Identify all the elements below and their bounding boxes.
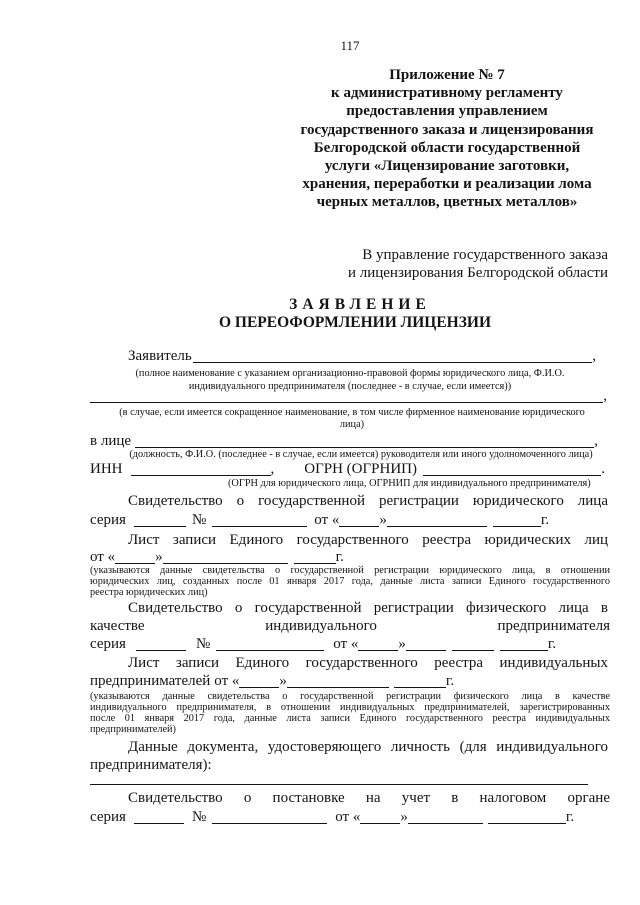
document-subtitle: О ПЕРЕОФОРМЛЕНИИ ЛИЦЕНЗИИ [218,314,492,331]
series-field [136,639,186,651]
day-field [339,515,379,527]
series-label: серия [90,512,126,528]
year-field [500,639,548,651]
short-name-field [90,391,603,403]
ogrn-hint: (ОГРН для юридического лица, ОГРНИП для индивидуального предпринимателя) [228,478,591,489]
hint-line: (в случае, если имеется сокращенное наименование, в том числе фирменное наименование юридического [119,407,585,418]
comma: , [270,461,275,477]
hint-line: после 01 января 2017 года, данные листа записи Единого государственного реестра индивидуальных [90,713,610,724]
applicant-name-field [193,351,593,363]
ogrn-label: ОГРН (ОГРНИП) [304,461,418,477]
day-field [115,552,155,564]
number-field [216,639,324,651]
hint-line: индивидуального предпринимателя, в отношении индивидуальных предпринимателей, зарегистрированных [90,702,610,713]
appendix-line: к административному регламенту [331,85,563,102]
appendix-header [277,66,617,212]
year-field [394,676,446,688]
inn-ogrn-row [90,461,605,478]
appendix-line: предоставления управлением [346,103,548,120]
year-field [488,812,566,824]
appendix-line: услуги «Лицензирование заготовки, [324,158,570,175]
number-field [212,812,327,824]
month-field [387,515,487,527]
day-field [239,676,279,688]
entrepreneur-hint [90,691,610,735]
appendix-line: черных металлов, цветных металлов» [316,194,578,211]
comma: , [603,388,607,404]
number-label: № [191,512,207,528]
date-close-label: » [400,809,408,825]
representative-label: в лице [90,433,132,449]
date-close-label: » [279,673,287,689]
representative-hint: (должность, Ф.И.О. (последнее - в случае, если имеется) руководителя или иного удолномоченного лица) [129,449,593,460]
year-field [294,552,336,564]
document-title: ЗАЯВЛЕНИЕ [289,296,431,313]
date-open-label: от « [90,549,116,565]
ip-register-text-2: предпринимателей [90,673,211,689]
hint-line: предпринимателей) [90,724,176,735]
addressee-line: В управление государственного заказа [362,247,608,263]
inn-label: ИНН [90,461,123,477]
ogrn-field [423,464,601,476]
hint-line: реестра юридических лиц) [90,587,208,598]
short-name-row [90,388,607,405]
period: . [601,461,605,477]
legal-certificate-row [90,512,549,529]
appendix-line: Белгородской области государственной [313,139,581,156]
appendix-line: государственного заказа и лицензирования [300,121,594,138]
comma: , [594,433,598,449]
year-label: г. [565,809,575,825]
date-close-label: » [155,549,163,565]
ip-certificate-text-2: качестве индивидуального предпринимателя [90,618,610,634]
date-open-label: от « [335,809,361,825]
representative-field [135,436,594,448]
ip-certificate-text-1: Свидетельство о государственной регистрации физического лица в [128,600,608,616]
addressee-line: и лицензирования Белгородской области [347,265,608,281]
date-close-label: » [398,636,406,652]
year-label: г. [445,673,455,689]
applicant-label: Заявитель [128,348,192,364]
hint-line: индивидуального предпринимателя (последнее - в случае, если имеется)) [188,381,512,392]
identity-document-text-2: предпринимателя): [90,757,212,773]
tax-certificate-row [90,809,574,826]
ip-certificate-row [90,636,556,653]
page-number: 117 [340,38,360,53]
number-field [212,515,307,527]
year-label: г. [335,549,344,565]
hint-line: лица) [339,419,365,430]
inn-field [131,464,271,476]
legal-entity-hint [90,565,610,598]
representative-row [90,433,598,450]
year-label: г. [547,636,557,652]
date-open-label: от « [214,673,240,689]
short-name-hint [90,407,614,431]
appendix-line: хранения, переработки и реализации лома [302,176,592,193]
identity-document-text: Данные документа, удостоверяющего личность (для индивидуального [128,739,608,755]
appendix-line: Приложение № 7 [389,67,505,83]
tax-certificate-text: Свидетельство о постановке на учет в налоговом органе [128,790,610,806]
hint-line: (указываются данные свидетельства о государственной регистрации физического лица в качестве [90,691,610,702]
series-field [134,515,186,527]
series-label: серия [90,636,126,652]
day-field [360,812,400,824]
day-field [358,639,398,651]
series-field [134,812,184,824]
legal-register-date-row [90,549,344,566]
month-field [452,639,494,651]
month-field [287,676,389,688]
month-field [408,812,483,824]
ip-register-date-row [90,673,454,690]
year-field [493,515,541,527]
applicant-row [128,348,596,365]
legal-register-text: Лист записи Единого государственного реестра юридических лиц [128,532,608,548]
hint-line: (указываются данные свидетельства о государственной регистрации юридического лица, в отношении [90,565,610,576]
month-field [406,639,446,651]
hint-line: юридических лиц, созданных после 01 января 2017 года, данные листа записи Единого государственного [90,576,610,587]
hint-line: (полное наименование с указанием организационно-правовой формы юридического лица, Ф.И.О. [135,368,565,379]
date-close-label: » [379,512,387,528]
legal-certificate-text: Свидетельство о государственной регистрации юридического лица [128,493,608,509]
ip-register-text: Лист записи Единого государственного реестра индивидуальных [128,655,608,671]
number-label: № [195,636,211,652]
year-label: г. [540,512,550,528]
number-label: № [191,809,207,825]
date-open-label: от « [314,512,340,528]
comma: , [592,348,596,364]
addressee-block [330,246,608,282]
date-open-label: от « [333,636,359,652]
series-label: серия [90,809,126,825]
identity-document-field [90,784,588,785]
month-field [163,552,288,564]
